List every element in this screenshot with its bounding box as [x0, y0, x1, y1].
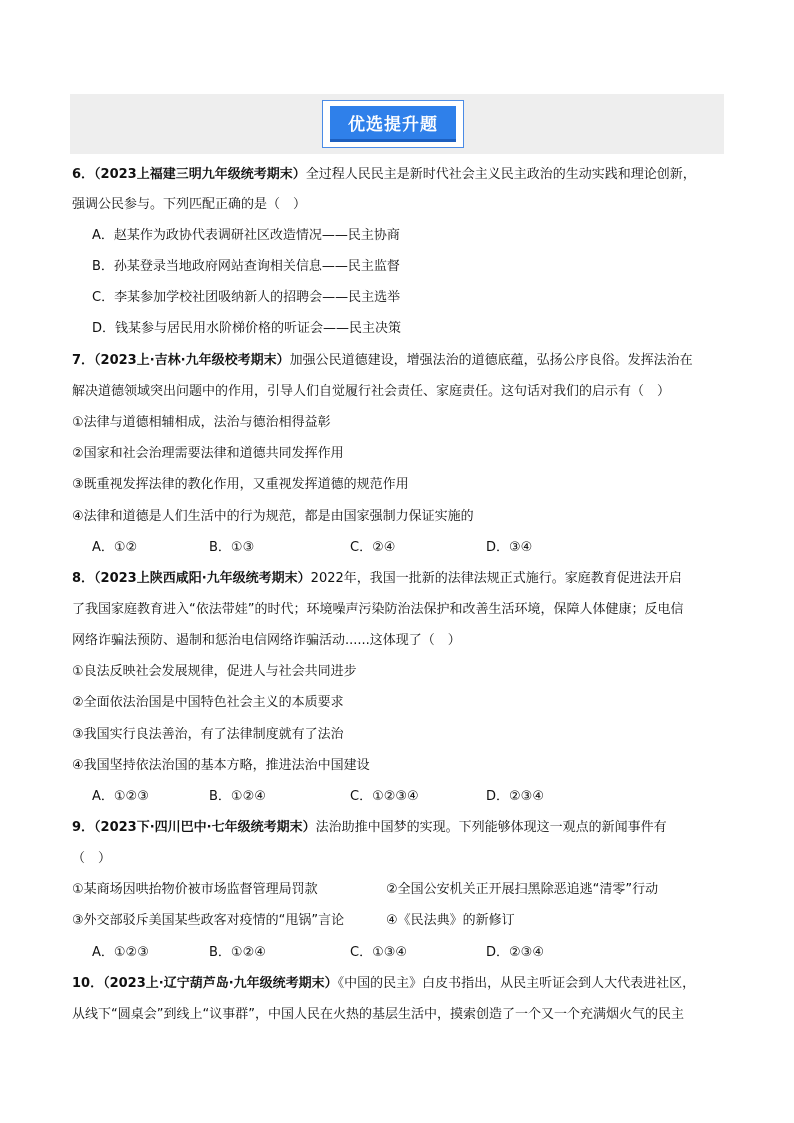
question-9-statement-3: ③外交部驳斥美国某些政客对疫情的“甩锅”言论	[72, 913, 345, 928]
question-8-statement-3: ③我国实行良法善治，有了法律制度就有了法治	[72, 727, 344, 742]
question-10-source: （2023上·辽宁葫芦岛·九年级统考期末）	[103, 976, 338, 991]
question-10-line-2: 从线下“圆桌会”到线上“议事群”，中国人民在火热的基层生活中，摸索创造了一个又一个充满烟火气的民主	[72, 1007, 684, 1022]
question-10-number: 10．	[72, 976, 104, 991]
question-9-line-1	[72, 820, 667, 836]
question-8-option-a: A．①②③	[92, 789, 149, 804]
question-8-source: （2023上陕西咸阳·九年级统考期末）	[94, 571, 311, 586]
question-6-line-1	[72, 167, 696, 183]
question-7-option-c: C．②④	[350, 540, 396, 555]
question-7-number: 7．	[72, 353, 95, 368]
question-9-option-c: C．①③④	[350, 945, 408, 960]
question-8-statement-2: ②全面依法治国是中国特色社会主义的本质要求	[72, 695, 344, 710]
question-9-source: （2023下·四川巴中·七年级统考期末）	[94, 820, 316, 835]
question-9-option-d: D．②③④	[486, 945, 544, 960]
question-8-option-b: B．①②④	[209, 789, 266, 804]
question-6-stem: 全过程人民民主是新时代社会主义民主政治的生动实践和理论创新，	[305, 167, 696, 182]
question-7-line-2: 解决道德领域突出问题中的作用，引导人们自觉履行社会责任、家庭责任。这句话对我们的启示有（ ）	[72, 384, 671, 399]
question-6-option-a: A．赵某作为政协代表调研社区改造情况——民主协商	[92, 228, 400, 243]
question-9-option-b: B．①②④	[209, 945, 266, 960]
question-6-number: 6．	[72, 167, 95, 182]
question-8-option-c: C．①②③④	[350, 789, 419, 804]
question-10-line-1	[72, 976, 695, 992]
question-8-option-d: D．②③④	[486, 789, 544, 804]
question-6-line-2: 强调公民参与。下列匹配正确的是（ ）	[72, 197, 307, 212]
question-7-stem: 加强公民道德建设，增强法治的道德底蕴，弘扬公序良俗。发挥法治在	[289, 353, 693, 368]
question-7-statement-4: ④法律和道德是人们生活中的行为规范，都是由国家强制力保证实施的	[72, 509, 474, 524]
question-6-option-d: D．钱某参与居民用水阶梯价格的听证会——民主决策	[92, 321, 402, 336]
question-7-statement-1: ①法律与道德相辅相成，法治与德治相得益彰	[72, 415, 331, 430]
question-7-option-b: B．①③	[209, 540, 255, 555]
question-9-statement-1: ①某商场因哄抬物价被市场监督管理局罚款	[72, 882, 318, 897]
question-9-option-a: A．①②③	[92, 945, 149, 960]
question-7-option-d: D．③④	[486, 540, 533, 555]
question-9-stem: 法治助推中国梦的实现。下列能够体现这一观点的新闻事件有	[315, 820, 667, 835]
question-8-line-3: 网络诈骗法预防、遏制和惩治电信网络诈骗活动......这体现了（ ）	[72, 633, 461, 648]
question-9-statement-2: ②全国公安机关正开展扫黑除恶追逃“清零”行动	[386, 882, 659, 897]
question-8-stem: 2022年，我国一批新的法律法规正式施行。家庭教育促进法开启	[310, 571, 682, 586]
question-8-line-2: 了我国家庭教育进入“依法带娃”的时代；环境噪声污染防治法保护和改善生活环境，保障人体健康；反电信	[72, 602, 684, 617]
question-7-option-a: A．①②	[92, 540, 138, 555]
question-9-statement-4: ④《民法典》的新修订	[386, 913, 515, 928]
question-6-option-b: B．孙某登录当地政府网站查询相关信息——民主监督	[92, 259, 400, 274]
section-badge: 优选提升题	[330, 106, 456, 142]
question-8-statement-4: ④我国坚持依法治国的基本方略，推进法治中国建设	[72, 758, 370, 773]
question-7-source: （2023上·吉林·九年级校考期末）	[94, 353, 290, 368]
question-8-statement-1: ①良法反映社会发展规律，促进人与社会共同进步	[72, 664, 357, 679]
question-10-stem: 《中国的民主》白皮书指出，从民主听证会到人大代表进社区，	[337, 976, 696, 991]
question-7-line-1	[72, 353, 693, 369]
question-7-statement-3: ③既重视发挥法律的教化作用，又重视发挥道德的规范作用	[72, 477, 409, 492]
question-8-line-1	[72, 571, 682, 587]
question-9-line-2: （ ）	[72, 851, 112, 866]
question-6-source: （2023上福建三明九年级统考期末）	[94, 167, 306, 182]
question-8-number: 8．	[72, 571, 95, 586]
question-6-option-c: C．李某参加学校社团吸纳新人的招聘会——民主选举	[92, 290, 401, 305]
question-9-number: 9．	[72, 820, 95, 835]
question-7-statement-2: ②国家和社会治理需要法律和道德共同发挥作用	[72, 446, 344, 461]
